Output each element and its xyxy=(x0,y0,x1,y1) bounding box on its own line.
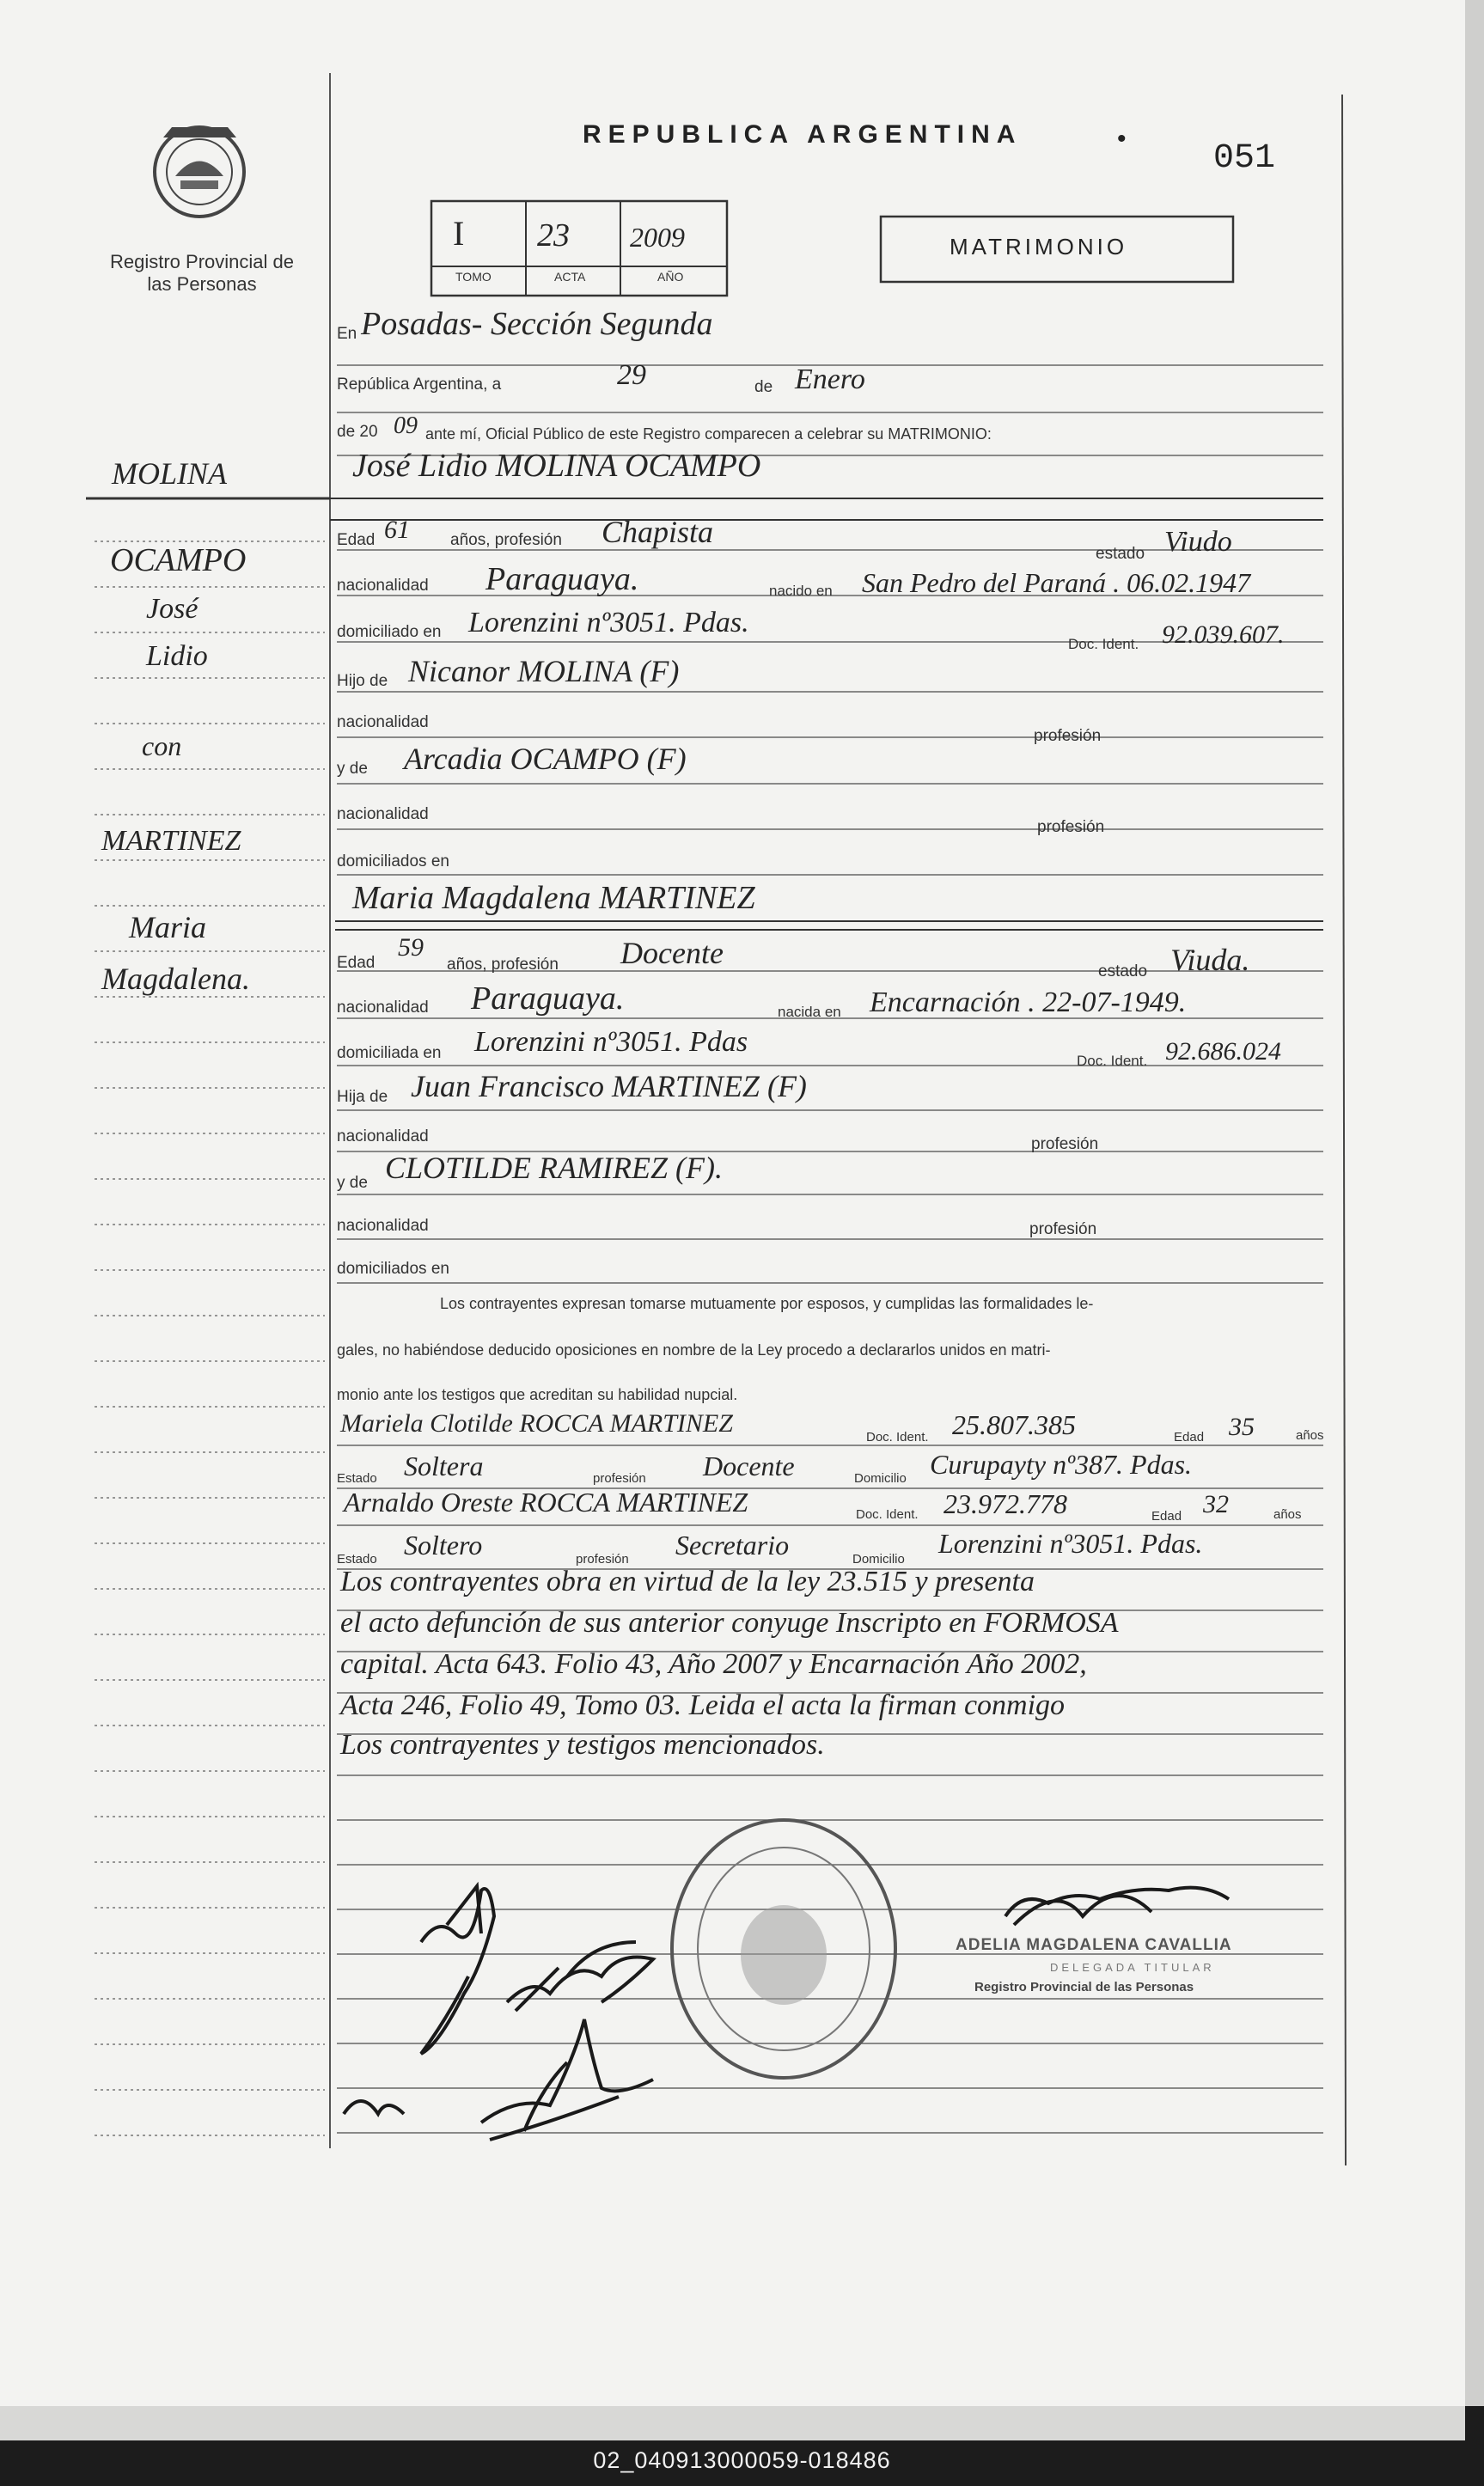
witness1-name: Mariela Clotilde ROCCA MARTINEZ xyxy=(340,1409,733,1438)
groom-father-prof-label: profesión xyxy=(1034,727,1102,745)
page-number: 051 xyxy=(1213,139,1276,178)
bride-father: Juan Francisco MARTINEZ (F) xyxy=(411,1069,807,1103)
bride-domicilio: Lorenzini nº3051. Pdas xyxy=(474,1026,748,1058)
groom-father: Nicanor MOLINA (F) xyxy=(408,654,680,688)
bride-estado: Viuda. xyxy=(1170,943,1250,977)
witness2-anios-label: años xyxy=(1273,1507,1302,1522)
groom-mother: Arcadia OCAMPO (F) xyxy=(404,742,687,776)
bride-profesion-label: años, profesión xyxy=(447,956,559,974)
acta-label: ACTA xyxy=(554,270,586,284)
witness2-profesion: Secretario xyxy=(675,1530,790,1561)
country-dots: • xyxy=(1117,125,1127,153)
bride-edad-label: Edad xyxy=(337,954,376,972)
republica-label: República Argentina, a xyxy=(337,376,502,394)
groom-name: José Lidio MOLINA OCAMPO xyxy=(352,448,761,484)
official-name: ADELIA MAGDALENA CAVALLIA xyxy=(956,1936,1232,1954)
note-line-4: Acta 246, Folio 49, Tomo 03. Leida el acta la firman conmigo xyxy=(340,1689,1066,1721)
bride-mother-prof-label: profesión xyxy=(1029,1220,1097,1238)
margin-name-2: José xyxy=(146,593,198,625)
body-line-1: Los contrayentes expresan tomarse mutuamente por esposos, y cumplidas las formalidades le- xyxy=(440,1295,1094,1312)
official-title: DELEGADA TITULAR xyxy=(1050,1961,1215,1974)
witness2-domicilio-label: Domicilio xyxy=(852,1552,905,1567)
groom-father-nac-label: nacionalidad xyxy=(337,713,429,731)
month: Enero xyxy=(795,363,865,395)
witness1-doc: 25.807.385 xyxy=(952,1409,1076,1440)
witness1-edad: 35 xyxy=(1229,1413,1255,1441)
groom-estado: Viudo xyxy=(1164,526,1232,558)
groom-profesion-label: años, profesión xyxy=(450,531,562,549)
bride-mother: CLOTILDE RAMIREZ (F). xyxy=(385,1151,723,1185)
groom-yde-label: y de xyxy=(337,760,368,778)
margin-name-6: Maria xyxy=(129,910,206,944)
anio-label: AÑO xyxy=(657,270,684,284)
margin-name-4: con xyxy=(142,730,182,761)
acta-value: 23 xyxy=(537,217,570,253)
body-line-2: gales, no habiéndose deducido oposiciones en nombre de la Ley procedo a declararlos unidos en matri- xyxy=(337,1341,1051,1359)
witness2-estado-label: Estado xyxy=(337,1552,377,1567)
margin-name-3: Lidio xyxy=(146,640,208,672)
registry-logo xyxy=(155,127,244,217)
witness2-edad-label: Edad xyxy=(1151,1509,1182,1524)
tomo-label: TOMO xyxy=(455,270,492,284)
ante-text: ante mí, Oficial Público de este Registro comparecen a celebrar su MATRIMONIO: xyxy=(425,425,992,443)
groom-edad: 61 xyxy=(384,516,410,544)
anio-value: 2009 xyxy=(630,222,685,253)
note-line-5: Los contrayentes y testigos mencionados. xyxy=(340,1729,825,1761)
bride-name: Maria Magdalena MARTINEZ xyxy=(352,880,755,916)
bride-nacida: Encarnación . 22-07-1949. xyxy=(870,986,1187,1018)
groom-nacionalidad: Paraguaya. xyxy=(486,561,639,597)
official-office: Registro Provincial de las Personas xyxy=(974,1980,1194,1994)
margin-name-1: OCAMPO xyxy=(110,542,247,578)
doc-type: MATRIMONIO xyxy=(950,234,1128,260)
note-line-1: Los contrayentes obra en virtud de la ley 23.515 y presenta xyxy=(340,1566,1035,1597)
groom-nacido: San Pedro del Paraná . 06.02.1947 xyxy=(862,567,1251,598)
bride-yde-label: y de xyxy=(337,1174,368,1192)
witness2-doc-label: Doc. Ident. xyxy=(856,1507,919,1522)
witness2-profesion-label: profesión xyxy=(576,1552,629,1567)
year-prefix: de 20 xyxy=(337,423,378,441)
official-seal xyxy=(672,1820,895,2078)
witness1-anios-label: años xyxy=(1296,1428,1324,1443)
groom-profesion: Chapista xyxy=(602,515,714,549)
body-line-3: monio ante los testigos que acreditan su habilidad nupcial. xyxy=(337,1386,738,1403)
bride-estado-label: estado xyxy=(1098,962,1148,980)
margin-name-0: MOLINA xyxy=(112,456,227,491)
bride-father-prof-label: profesión xyxy=(1031,1135,1099,1153)
groom-estado-label: estado xyxy=(1096,545,1145,563)
year-suffix: 09 xyxy=(394,412,418,439)
bride-doc: 92.686.024 xyxy=(1165,1037,1281,1066)
bride-nacionalidad: Paraguaya. xyxy=(471,980,625,1017)
groom-doc: 92.039.607. xyxy=(1162,620,1285,649)
witness1-domicilio-label: Domicilio xyxy=(854,1471,907,1486)
bride-edad: 59 xyxy=(398,933,424,962)
place: Posadas- Sección Segunda xyxy=(361,306,713,342)
note-line-2: el acto defunción de sus anterior conyuge Inscripto en FORMOSA xyxy=(340,1607,1119,1639)
witness2-doc: 23.972.778 xyxy=(944,1488,1067,1519)
bride-hija-label: Hija de xyxy=(337,1088,388,1106)
witness2-edad: 32 xyxy=(1203,1490,1229,1518)
witness2-name: Arnaldo Oreste ROCCA MARTINEZ xyxy=(344,1487,748,1518)
witness1-estado-label: Estado xyxy=(337,1471,377,1486)
margin-name-7: Magdalena. xyxy=(101,962,250,996)
groom-doc-label: Doc. Ident. xyxy=(1068,636,1139,652)
witness2-estado: Soltero xyxy=(404,1530,483,1561)
tomo-value: I xyxy=(453,214,465,253)
groom-domiciliados-label: domiciliados en xyxy=(337,852,449,870)
bride-father-nac-label: nacionalidad xyxy=(337,1127,429,1145)
bride-profesion: Docente xyxy=(620,936,724,970)
witness2-domicilio: Lorenzini nº3051. Pdas. xyxy=(938,1528,1203,1559)
en-label: En xyxy=(337,325,357,343)
witness1-edad-label: Edad xyxy=(1174,1430,1205,1445)
note-line-3: capital. Acta 643. Folio 43, Año 2007 y Encarnación Año 2002, xyxy=(340,1648,1087,1680)
groom-hijo-label: Hijo de xyxy=(337,672,388,690)
witness1-doc-label: Doc. Ident. xyxy=(866,1430,929,1445)
de-label: de xyxy=(754,378,773,396)
groom-domicilio: Lorenzini nº3051. Pdas. xyxy=(468,607,749,638)
bride-mother-nac-label: nacionalidad xyxy=(337,1217,429,1235)
witness1-profesion: Docente xyxy=(703,1451,795,1481)
day: 29 xyxy=(617,359,646,391)
groom-mother-prof-label: profesión xyxy=(1037,818,1105,836)
bride-nacionalidad-label: nacionalidad xyxy=(337,999,429,1017)
bride-domicilio-label: domiciliada en xyxy=(337,1044,442,1062)
groom-nacionalidad-label: nacionalidad xyxy=(337,577,429,595)
country-heading: REPUBLICA ARGENTINA xyxy=(583,120,1023,149)
registry-name: Registro Provincial de las Personas xyxy=(110,251,294,295)
margin-name-5: MARTINEZ xyxy=(101,825,241,857)
witness1-domicilio: Curupayty nº387. Pdas. xyxy=(930,1449,1193,1480)
image-caption: 02_040913000059-018486 xyxy=(593,2447,891,2473)
groom-mother-nac-label: nacionalidad xyxy=(337,805,429,823)
groom-nacido-label: nacido en xyxy=(769,583,833,599)
bride-nacida-label: nacida en xyxy=(778,1004,841,1020)
bride-doc-label: Doc. Ident. xyxy=(1077,1053,1148,1069)
witness1-profesion-label: profesión xyxy=(593,1471,646,1486)
bride-domiciliados-label: domiciliados en xyxy=(337,1260,449,1278)
groom-edad-label: Edad xyxy=(337,531,376,549)
witness1-estado: Soltera xyxy=(404,1451,484,1481)
groom-domicilio-label: domiciliado en xyxy=(337,623,442,641)
